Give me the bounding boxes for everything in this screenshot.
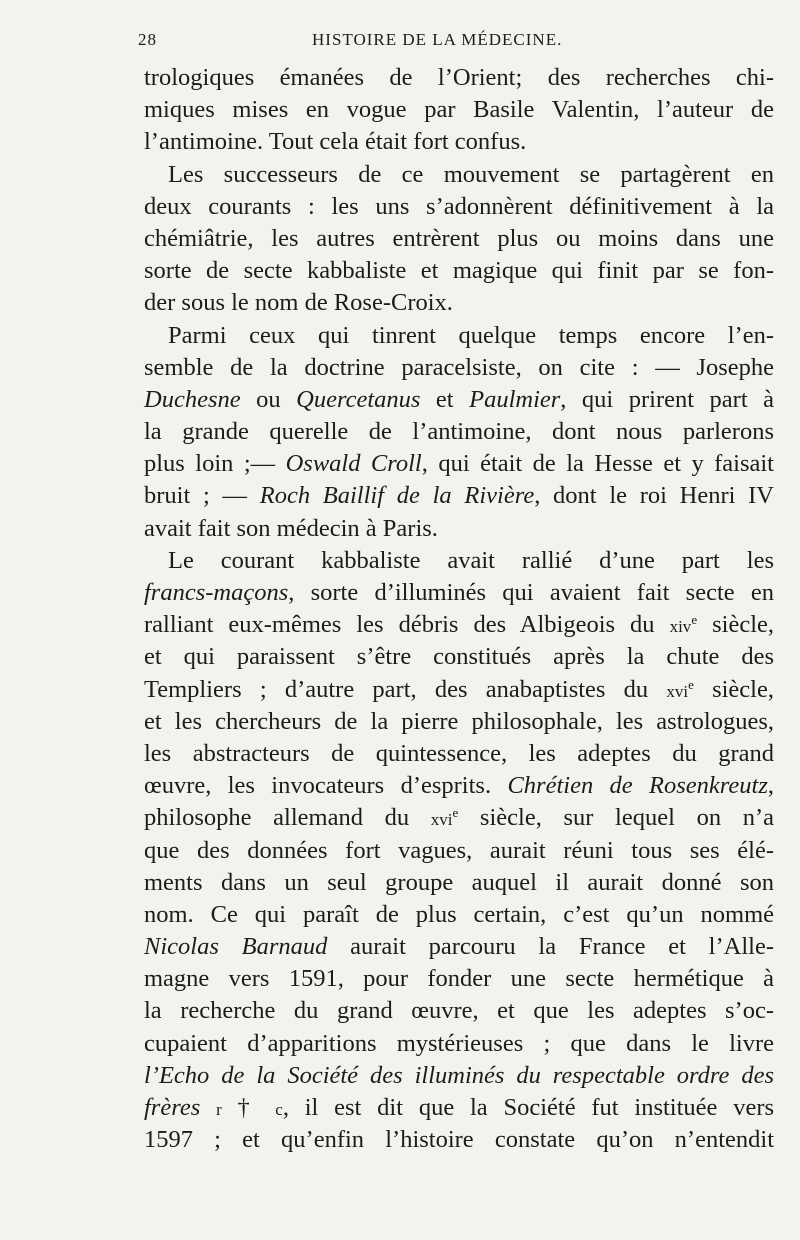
text-run: der sous le nom de Rose-Croix. — [144, 289, 453, 317]
text-run: cupaient d’apparitions mystérieuses ; que dans le livre — [144, 1029, 774, 1057]
text-run: et qui paraissent s’être constitués après la chute des — [144, 643, 774, 671]
text-line — [144, 835, 774, 867]
text-line — [144, 899, 774, 931]
text-run: , qui prirent part à — [560, 385, 775, 413]
text-line — [144, 995, 774, 1027]
text-run: 1597 ; et qu’enfin l’histoire constate qu’on n’entendit — [144, 1126, 774, 1154]
text-line — [144, 94, 774, 126]
text-line — [144, 448, 774, 480]
text-line — [144, 191, 774, 223]
text-line — [144, 963, 774, 995]
text-line — [144, 1092, 774, 1124]
italic-text: Nicolas Barnaud — [144, 933, 328, 961]
text-run: ments dans un seul groupe auquel il aurait donné son — [144, 868, 774, 896]
text-run: miques mises en vogue par Basile Valentin, l’auteur de — [144, 96, 774, 124]
italic-text: l’Echo de la Société des illuminés du respectable ordre des — [144, 1061, 774, 1089]
text-run: , dont le roi Henri IV — [534, 482, 774, 510]
text-run: la recherche du grand œuvre, et que les adeptes s’oc- — [144, 997, 774, 1025]
text-line — [144, 513, 774, 545]
text-line — [144, 1124, 774, 1156]
text-run: sorte de secte kabbaliste et magique qui finit par se fon- — [144, 257, 774, 285]
text-run: magne vers 1591, pour fonder une secte hermétique à — [144, 965, 774, 993]
small-caps-text: c — [275, 1100, 283, 1119]
small-caps-text: r — [216, 1100, 222, 1119]
running-title: HISTOIRE DE LA MÉDECINE. — [312, 30, 563, 49]
text-run: l’antimoine. Tout cela était fort confus. — [144, 128, 527, 156]
italic-text: francs-maçons — [144, 579, 289, 606]
text-run: Templiers ; d’autre part, des anabaptistes du — [144, 675, 667, 703]
small-caps-text: xvi — [666, 681, 689, 701]
body-text — [144, 62, 774, 1156]
text-run: chémiâtrie, les autres entrèrent plus ou moins dans une — [144, 224, 774, 252]
text-run: siècle, — [693, 675, 774, 703]
text-run: siècle, sur lequel on n’a — [458, 804, 774, 832]
text-run: bruit ; — — [144, 482, 260, 510]
text-line — [144, 384, 774, 416]
text-run: Les successeurs de ce mouvement se partagèrent en — [168, 160, 774, 188]
text-line — [144, 577, 774, 609]
text-run: les abstracteurs de quintessence, les adeptes du grand — [144, 739, 774, 767]
text-run: Parmi ceux qui tinrent quelque temps encore l’en- — [168, 321, 774, 349]
text-line — [144, 62, 774, 94]
text-line — [144, 287, 774, 319]
text-run: siècle, — [697, 611, 775, 639]
text-run: la grande querelle de l’antimoine, dont nous parlerons — [144, 418, 774, 446]
text-line — [144, 738, 774, 770]
text-run: , — [767, 772, 775, 800]
text-line — [144, 1060, 774, 1092]
text-run: semble de la doctrine paracelsiste, on cite : — Josephe — [144, 353, 774, 381]
text-run: trologiques émanées de l’Orient; des recherches chi- — [144, 64, 774, 91]
text-run: philosophe allemand du — [144, 804, 431, 832]
superscript-text: e — [691, 612, 698, 628]
text-run: deux courants : les uns s’adonnèrent définitivement à la — [144, 192, 774, 220]
text-line — [144, 126, 774, 158]
superscript-text: e — [688, 676, 694, 692]
text-line — [144, 867, 774, 899]
italic-text: Roch Baillif de la Rivière — [259, 482, 535, 510]
small-caps-text: xiv — [669, 617, 692, 637]
text-run: œuvre, les invocateurs d’esprits. — [144, 772, 508, 800]
text-line — [144, 545, 774, 577]
text-line — [144, 159, 774, 191]
italic-text: frères — [144, 1094, 201, 1121]
text-line — [144, 931, 774, 963]
text-line — [144, 1028, 774, 1060]
text-run: que des données fort vagues, aurait réuni tous ses élé- — [144, 836, 774, 864]
text-line — [144, 706, 774, 738]
text-run: et les chercheurs de la pierre philosophale, les astrologues, — [144, 707, 774, 735]
italic-text: Chrétien de Rosenkreutz — [507, 772, 768, 800]
text-line — [144, 320, 774, 352]
superscript-text: e — [452, 805, 459, 821]
running-head — [0, 30, 800, 54]
text-run: , qui était de la Hesse et y faisait — [421, 450, 774, 478]
text-run: Le courant kabbaliste avait rallié d’une part les — [168, 546, 774, 574]
text-run: et — [420, 385, 470, 413]
text-run: , il est dit que la Société fut instituée vers — [282, 1094, 775, 1121]
text-line — [144, 641, 774, 673]
text-line — [144, 770, 774, 802]
text-run: † — [221, 1094, 276, 1121]
italic-text: Paulmier — [469, 385, 561, 413]
text-line — [144, 480, 774, 512]
text-run: ou — [240, 385, 297, 413]
text-line — [144, 609, 774, 641]
italic-text: Quercetanus — [296, 385, 421, 413]
text-run — [200, 1094, 216, 1121]
text-run: , sorte d’illuminés qui avaient fait secte en — [288, 579, 774, 606]
text-run: nom. Ce qui paraît de plus certain, c’est qu’un nommé — [144, 900, 774, 928]
text-line — [144, 416, 774, 448]
text-line — [144, 223, 774, 255]
text-run: plus loin ;— — [144, 450, 286, 478]
text-run: ralliant eux-mêmes les débris des Albigeois du — [144, 611, 670, 639]
text-line — [144, 255, 774, 287]
text-line — [144, 352, 774, 384]
text-run: avait fait son médecin à Paris. — [144, 514, 438, 542]
italic-text: Oswald Croll — [285, 450, 422, 478]
italic-text: Duchesne — [144, 385, 241, 413]
text-line — [144, 674, 774, 706]
text-run: aurait parcouru la France et l’Alle- — [327, 933, 774, 961]
small-caps-text: xvi — [430, 810, 453, 830]
page-number: 28 — [138, 30, 157, 49]
text-line — [144, 802, 774, 834]
